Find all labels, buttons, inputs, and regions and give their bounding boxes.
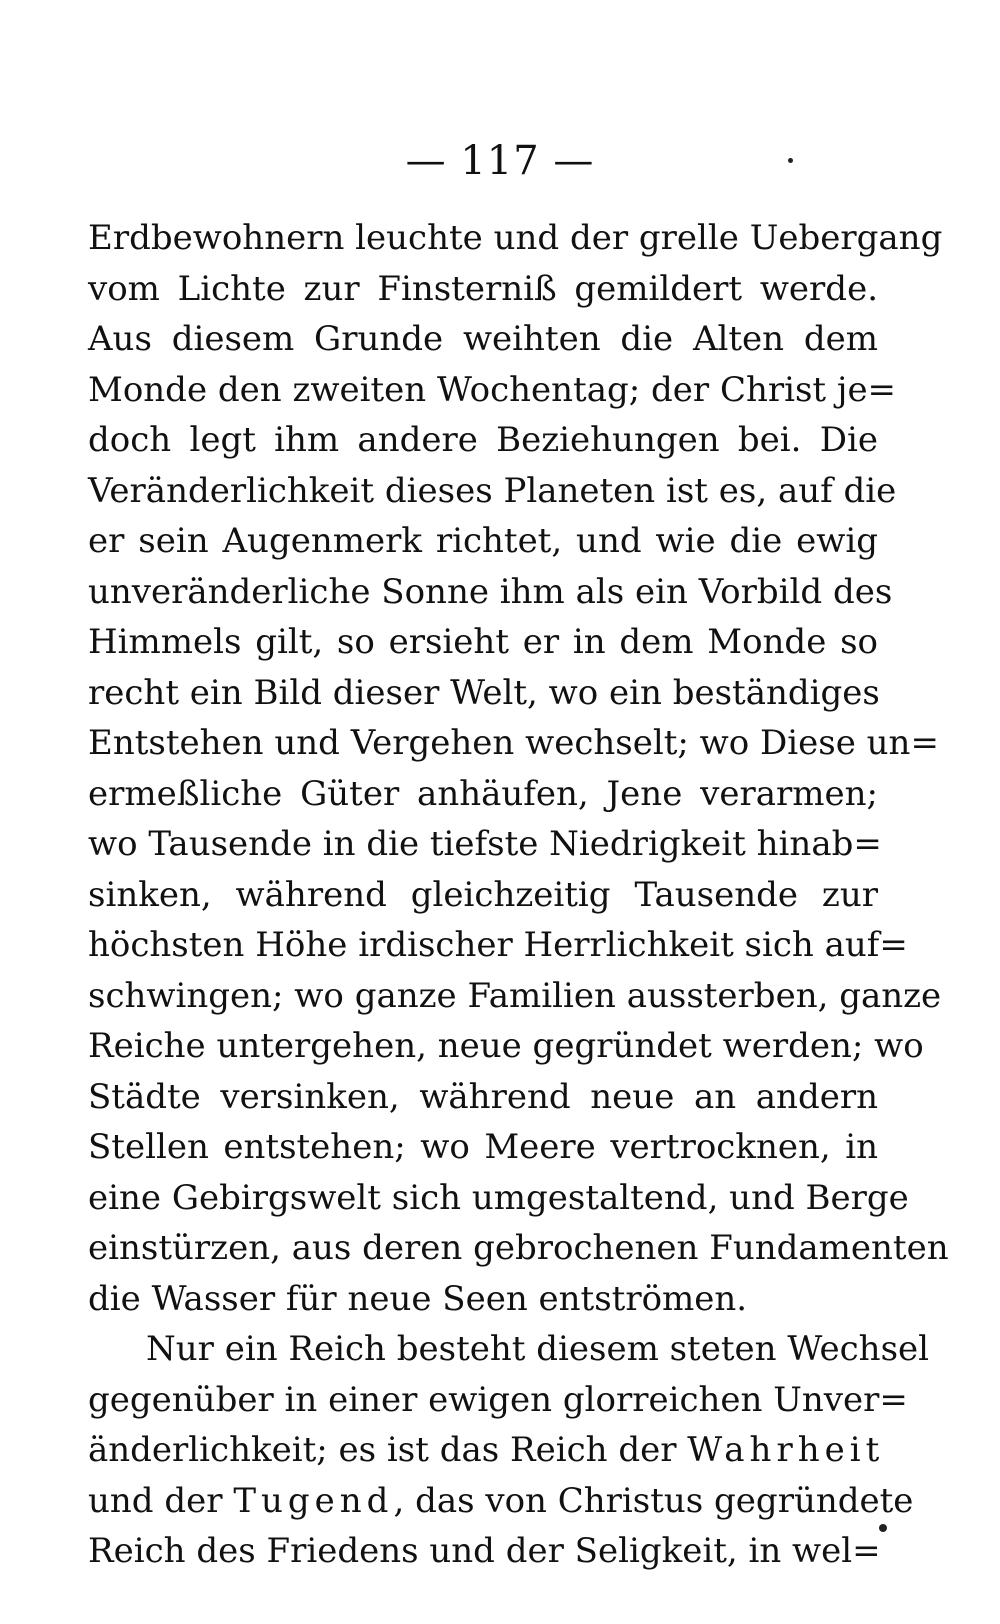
text-line: Städte versinken, während neue an andern — [88, 1076, 878, 1117]
text-line: Reiche untergehen, neue gegründet werden; wo — [88, 1026, 924, 1066]
text-line: Stellen entstehen; wo Meere vertrocknen, in — [88, 1127, 878, 1167]
text-line: doch legt ihm andere Beziehungen bei. Die — [88, 420, 878, 460]
text-line: gegenüber in einer ewigen glorreichen Unver= — [88, 1379, 908, 1420]
text-line: er sein Augenmerk richtet, und wie die ewig — [88, 521, 878, 561]
paragraph-start-line: Nur ein Reich besteht diesem steten Wechsel — [146, 1329, 930, 1369]
ink-speck — [788, 158, 793, 163]
text-line: unveränderliche Sonne ihm als ein Vorbild des — [88, 571, 893, 612]
body-text — [88, 213, 949, 1577]
text-line — [88, 1425, 885, 1476]
line-fragment: und der — [88, 1480, 223, 1521]
page-number: — 117 — — [405, 138, 595, 184]
line-fragment: , das von Christus gegründete — [393, 1480, 914, 1521]
text-line: eine Gebirgswelt sich umgestaltend, und Berge — [88, 1177, 909, 1218]
text-line: wo Tausende in die tiefste Niedrigkeit hinab= — [88, 824, 882, 864]
spaced-emphasis: Tugend — [233, 1480, 394, 1521]
text-line: Erdbewohnern leuchte und der grelle Uebergang — [88, 218, 943, 258]
text-line: die Wasser für neue Seen entströmen. — [88, 1278, 748, 1319]
text-line — [88, 1476, 914, 1527]
spaced-emphasis: Wahrheit — [687, 1430, 885, 1470]
text-line: sinken, während gleichzeitig Tausende zur — [88, 874, 878, 915]
text-line: Veränderlichkeit dieses Planeten ist es, auf die — [88, 470, 897, 511]
text-line: Reich des Friedens und der Seligkeit, in wel= — [88, 1531, 881, 1571]
line-fragment: änderlichkeit; es ist das Reich der — [88, 1430, 677, 1470]
text-line: recht ein Bild dieser Welt, wo ein beständiges — [88, 672, 880, 713]
text-line: Entstehen und Vergehen wechselt; wo Diese un= — [88, 723, 939, 763]
text-line: Aus diesem Grunde weihten die Alten dem — [88, 319, 878, 359]
text-line: ermeßliche Güter anhäufen, Jene verarmen; — [88, 773, 878, 814]
text-line: Monde den zweiten Wochentag; der Christ je= — [88, 369, 897, 410]
text-line: höchsten Höhe irdischer Herrlichkeit sich auf= — [88, 925, 908, 965]
text-line: vom Lichte zur Finsterniß gemildert werde. — [88, 268, 878, 309]
text-line: Himmels gilt, so ersieht er in dem Monde so — [88, 622, 878, 662]
text-line: schwingen; wo ganze Familien aussterben, ganze — [88, 975, 942, 1016]
text-line: einstürzen, aus deren gebrochenen Fundamenten — [88, 1228, 949, 1268]
